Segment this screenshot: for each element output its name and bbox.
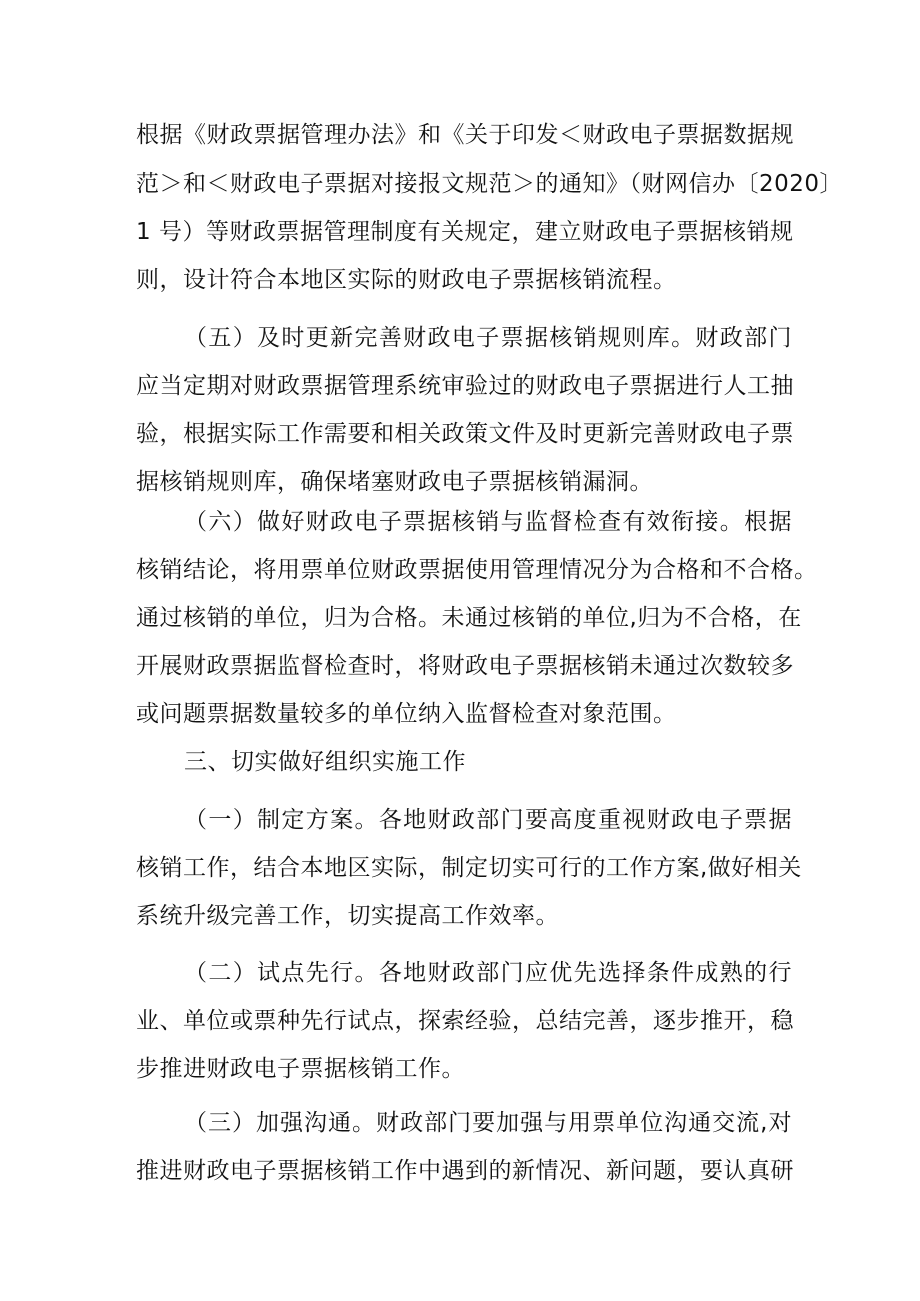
paragraph-six-start: （六）做好财政电子票据核销与监督检查有效衔接。根据: [184, 509, 792, 535]
text-line: 范＞和＜财政电子票据对接报文规范＞的通知》（财网信办〔2020〕: [136, 171, 844, 197]
paragraph-two-start: （二）试点先行。各地财政部门应优先选择条件成熟的行: [184, 960, 792, 986]
text-line: 根据《财政票据管理办法》和《关于印发＜财政电子票据数据规: [136, 122, 794, 148]
section-heading: 三、切实做好组织实施工作: [184, 749, 466, 775]
text-line: 系统升级完善工作，切实提高工作效率。: [136, 903, 559, 929]
text-line: 则，设计符合本地区实际的财政电子票据核销流程。: [136, 267, 677, 293]
paragraph-five-start: （五）及时更新完善财政电子票据核销规则库。财政部门: [184, 325, 792, 351]
text-line: 应当定期对财政票据管理系统审验过的财政电子票据进行人工抽: [136, 373, 794, 399]
text-line: 核销工作，结合本地区实际，制定切实可行的工作方案,做好相关: [136, 855, 802, 881]
text-line: 验，根据实际工作需要和相关政策文件及时更新完善财政电子票: [136, 421, 794, 447]
text-line: 业、单位或票种先行试点，探索经验，总结完善，逐步推开，稳: [136, 1008, 794, 1034]
text-line: 步推进财政电子票据核销工作。: [136, 1056, 465, 1082]
text-line: 或问题票据数量较多的单位纳入监督检查对象范围。: [136, 701, 677, 727]
paragraph-one-start: （一）制定方案。各地财政部门要高度重视财政电子票据: [184, 807, 792, 833]
text-line: 开展财政票据监督检查时，将财政电子票据核销未通过次数较多: [136, 653, 794, 679]
text-line: 1 号）等财政票据管理制度有关规定，建立财政电子票据核销规: [136, 219, 794, 245]
text-line: 推进财政电子票据核销工作中遇到的新情况、新问题，要认真研: [136, 1158, 794, 1184]
paragraph-three-start: （三）加强沟通。财政部门要加强与用票单位沟通交流,对: [184, 1110, 792, 1136]
text-line: 核销结论，将用票单位财政票据使用管理情况分为合格和不合格。: [136, 557, 818, 583]
text-line: 据核销规则库，确保堵塞财政电子票据核销漏洞。: [136, 469, 653, 495]
text-line: 通过核销的单位，归为合格。未通过核销的单位,归为不合格，在: [136, 605, 802, 631]
